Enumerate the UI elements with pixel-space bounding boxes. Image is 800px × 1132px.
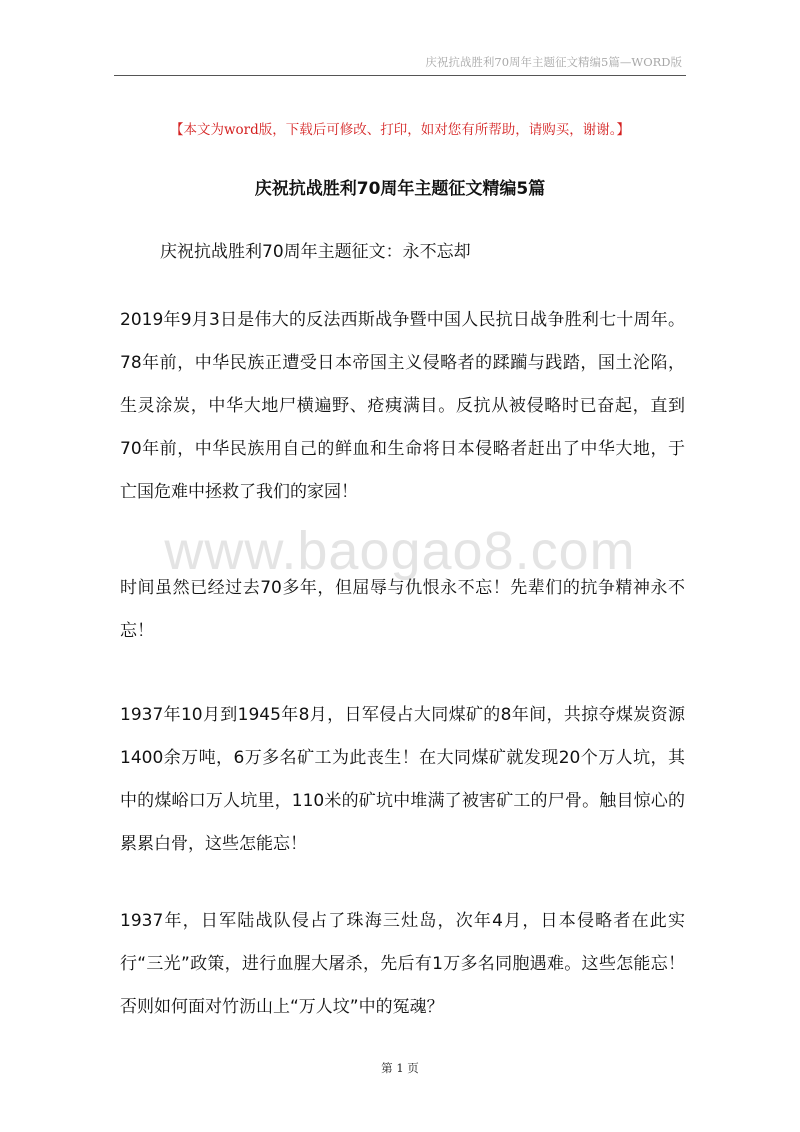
running-header: 庆祝抗战胜利70周年主题征文精编5篇—WORD版 bbox=[425, 55, 682, 69]
download-notice: 【本文为word版，下载后可修改、打印，如对您有所帮助，请购买，谢谢。】 bbox=[169, 122, 631, 138]
paragraph-1: 2019年9月3日是伟大的反法西斯战争暨中国人民抗日战争胜利七十周年。78年前，中华民族正遭受日本帝国主义侵略者的蹂躏与践踏，国土沦陷，生灵涂炭，中华大地尸横遍野、疮痍满目。反抗从被侵略时已奋起，直到70年前，中华民族用自己的鲜血和生命将日本侵略者赶出了中华大地，于亡国危难中拯救了我们的家园！ bbox=[120, 310, 685, 502]
essay-subtitle: 庆祝抗战胜利70周年主题征文：永不忘却 bbox=[160, 242, 471, 262]
document-title: 庆祝抗战胜利70周年主题征文精编5篇 bbox=[254, 179, 546, 199]
paragraph-3: 1937年10月到1945年8月，日军侵占大同煤矿的8年间，共掠夺煤炭资源1400余万吨，6万多名矿工为此丧生！在大同煤矿就发现20个万人坑，其中的煤峪口万人坑里，110米的矿坑中堆满了被害矿工的尸骨。触目惊心的累累白骨，这些怎能忘！ bbox=[120, 705, 685, 854]
watermark-text: www.baogao8.com bbox=[164, 521, 636, 581]
header-divider bbox=[114, 75, 686, 76]
paragraph-2: 时间虽然已经过去70多年，但屈辱与仇恨永不忘！先辈们的抗争精神永不忘！ bbox=[120, 578, 685, 641]
paragraph-4: 1937年，日军陆战队侵占了珠海三灶岛，次年4月，日本侵略者在此实行“三光”政策，进行血腥大屠杀，先后有1万多名同胞遇难。这些怎能忘！否则如何面对竹沥山上“万人坟”中的冤魂？ bbox=[120, 911, 685, 1017]
page-number: 第 1 页 bbox=[381, 1061, 419, 1075]
